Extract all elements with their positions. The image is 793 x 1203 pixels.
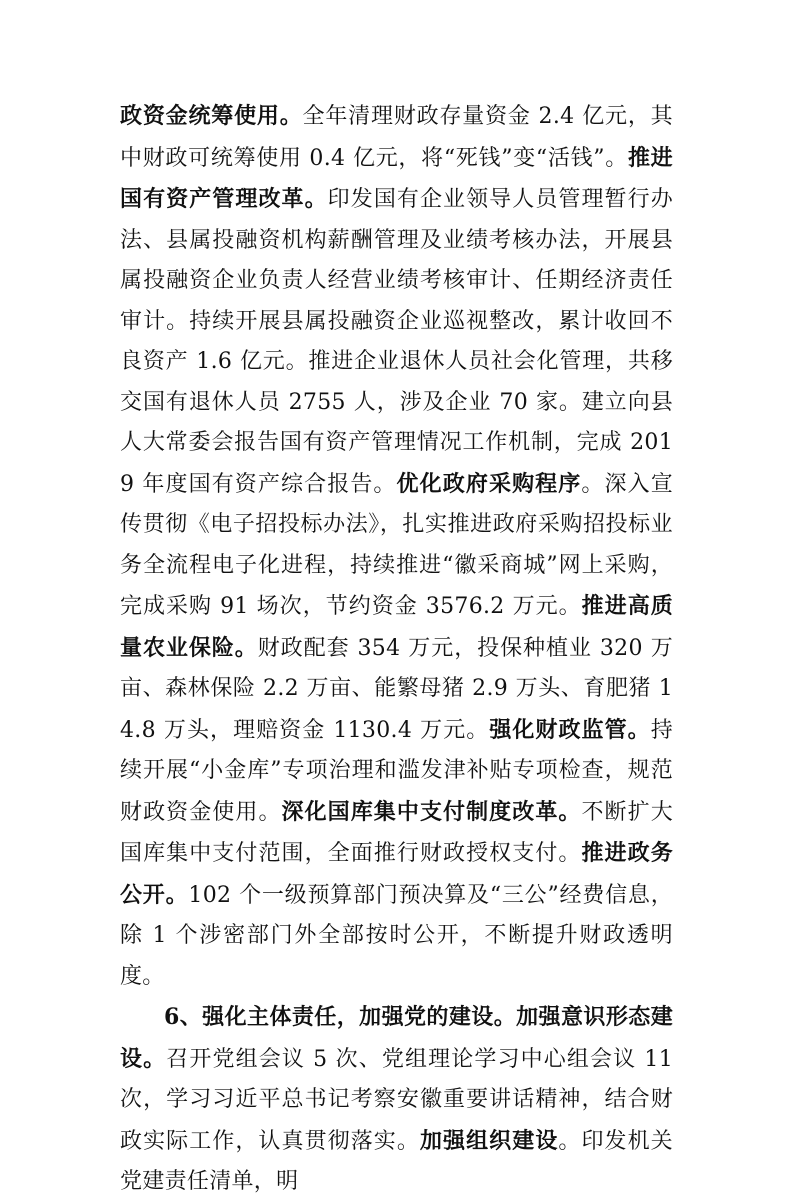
body-text: 不断扩大国库集中支付范围，全面推行财政授权支付。 <box>120 799 673 866</box>
heading-procurement: 优化政府采购程序 <box>396 470 582 497</box>
paragraph-finance-reform <box>120 96 673 997</box>
body-text: 102 个一级预算部门预决算及“三公”经费信息，除 1 个涉密部门外全部按时公开，不断提升财政透明度。 <box>120 882 673 989</box>
heading-fund-integration: 政资金统筹使用。 <box>120 103 303 129</box>
heading-agri-insurance: 推进高质量农业保险。 <box>120 593 674 661</box>
heading-transparency: 推进政务公开。 <box>120 840 673 908</box>
heading-organization: 加强组织建设 <box>419 1127 559 1154</box>
body-text: 。深入宣传贯彻《电子招投标办法》，扎实推进政府采购招投标业务全流程电子化进程，持续推进“徽采商城”网上采购，完成采购 91 场次，节约资金 3576.2 万元。 <box>120 471 674 619</box>
heading-state-asset-reform: 推进国有资产管理改革。 <box>120 144 673 212</box>
body-text: 持续开展“小金库”专项治理和滥发津补贴专项检查，规范财政资金使用。 <box>120 717 674 825</box>
body-text: 印发国有企业领导人员管理暂行办法、县属投融资机构薪酬管理及业绩考核办法，开展县属投融资企业负责人经营业绩考核审计、任期经济责任审计。持续开展县属投融资企业巡视整改，累计收回不良资产 1.6 亿元。推进企业退休人员社会化管理，共移交国有退休人员 2755 人，涉及企业 70 家。建立向县人大常委会报告国有资产管理情况工作机制，完成 2019 年度国有资产综合报告。 <box>120 187 673 497</box>
paragraph-party-building <box>120 997 673 1203</box>
body-text: 全年清理财政存量资金 2.4 亿元，其中财政可统筹使用 0.4 亿元，将“死钱”变“活钱”。 <box>120 104 673 171</box>
heading-section-6: 6、强化主体责任，加强党的建设。加强意识形态建设。 <box>120 1004 673 1072</box>
heading-supervision: 强化财政监管。 <box>489 716 651 743</box>
body-text: 。印发机关党建责任清单，明 <box>120 1128 673 1194</box>
body-text: 财政配套 354 万元，投保种植业 320 万亩、森林保险 2.2 万亩、能繁母猪 2.9 万头、育肥猪 14.8 万头，理赔资金 1130.4 万元。 <box>120 635 673 743</box>
body-text: 召开党组会议 5 次、党组理论学习中心组会议 11 次，学习习近平总书记考察安徽重要讲话精神，结合财政实际工作，认真贯彻落实。 <box>120 1046 673 1154</box>
heading-treasury-reform: 深化国库集中支付制度改革。 <box>281 798 582 825</box>
